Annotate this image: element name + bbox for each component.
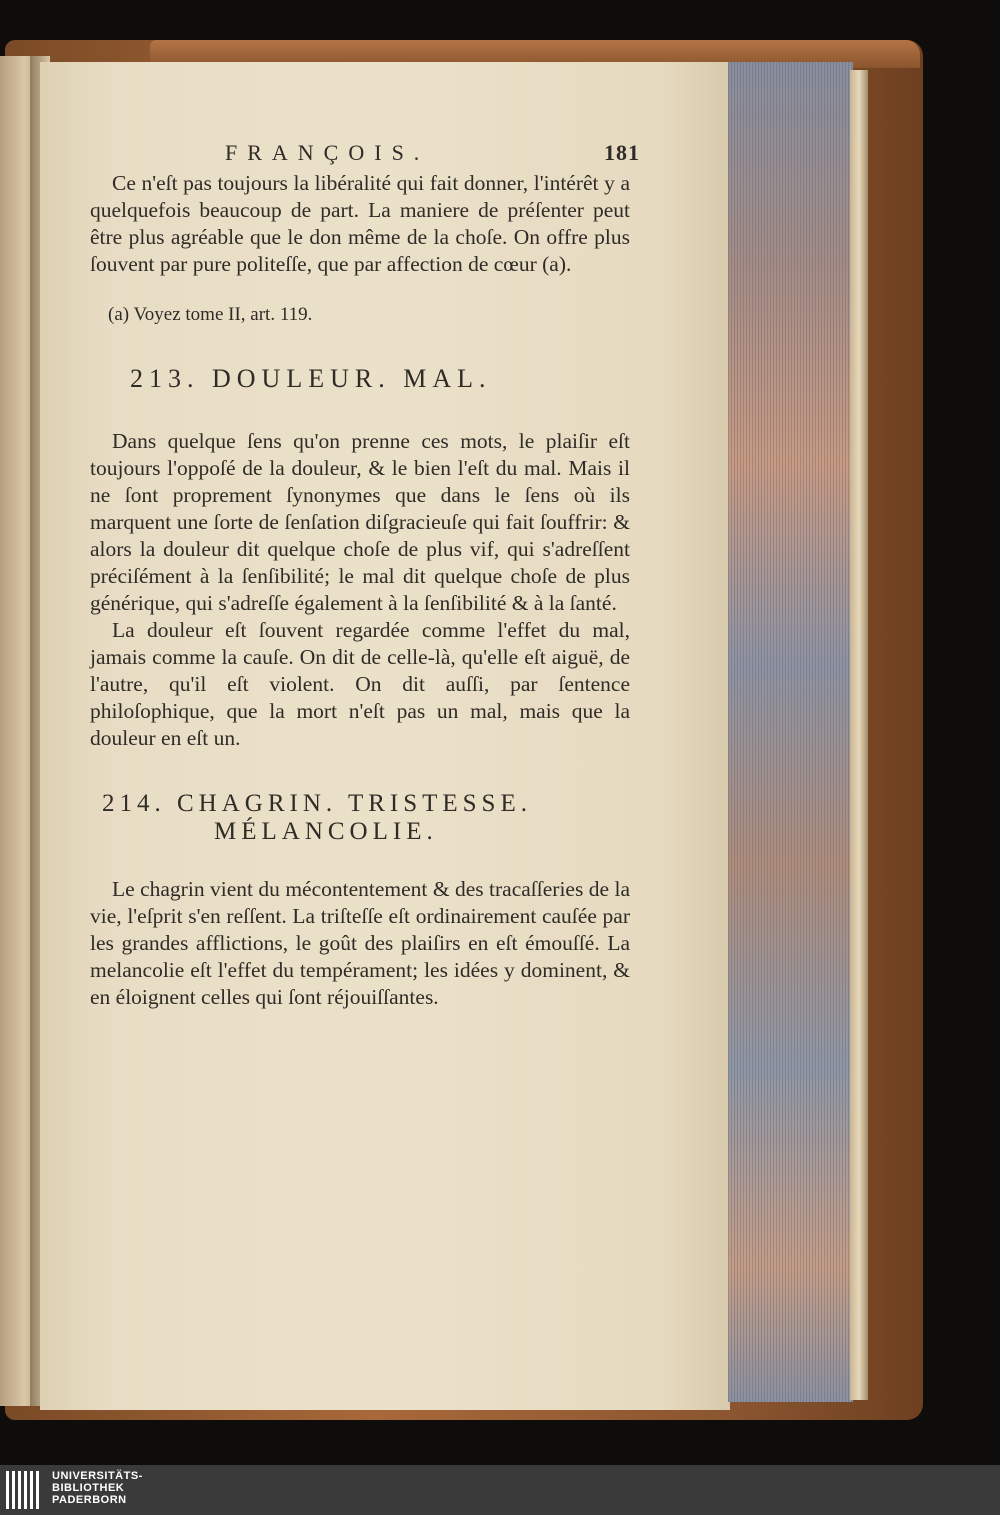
library-footer [0,1465,1000,1515]
page-number: 181 [604,140,640,165]
section-213-paragraph-1: Dans quelque ſens qu'on prenne ces mots, le plaiſir eſt toujours l'oppoſé de la douleur, & le bien l'eſt du mal. Mais il ne ſont proprement ſynonymes que dans le ſens où ils marquent une ſorte de ſenſation diſgracieuſe qui fait ſouffrir: & alors la douleur dit quelque choſe de plus vif, qui s'adreſſent préciſément à la ſenſibilité; le mal dit quelque choſe de plus générique, qui s'adreſſe également à la ſenſibilité & à la ſanté. [90,429,630,615]
library-logo-icon [6,1471,42,1509]
section-heading-213: 213. DOULEUR. MAL. [130,364,492,393]
section-213-paragraph-2: La douleur eſt ſouvent regardée comme l'effet du mal, jamais comme la cauſe. On dit de celle-là, qu'elle eſt aiguë, de l'autre, qu'il eſt violent. On dit auſſi, par ſentence philoſophique, que la mort n'eſt pas un mal, mais que la douleur en eſt un. [90,618,630,750]
page-block-edge [850,70,868,1400]
library-name-line-3: PADERBORN [52,1494,127,1506]
library-name-line-2: BIBLIOTHEK [52,1482,125,1494]
running-head-title: FRANÇOIS. [225,140,430,165]
section-214-paragraph-1: Le chagrin vient du mécontentement & des tracaſſeries de la vie, l'eſprit s'en reſſent. La triſteſſe eſt ordinairement cauſée par les grandes afflictions, le goût des plaiſirs en eſt émouſſé. La melancolie eſt l'effet du tempérament; les idées y dominent, & en éloignent celles qui ſont réjouiſſantes. [90,877,630,1009]
intro-paragraph: Ce n'eſt pas toujours la libéralité qui fait donner, l'intérêt y a quelquefois beaucoup de part. La maniere de préſenter peut être plus agréable que le don même de la choſe. On offre plus ſouvent par pure politeſſe, que par affection de cœur (a). [90,171,630,276]
section-214-heading-line-2: MÉLANCOLIE. [214,818,438,845]
running-header [90,140,640,170]
library-name [52,1470,143,1506]
library-name-line-1: UNIVERSITÄTS- [52,1470,143,1482]
page-text [90,140,640,1011]
footnote: (a) Voyez tome II, art. 119. [108,304,313,325]
section-214-heading-line-1: 214. CHAGRIN. TRISTESSE. [102,790,532,817]
section-heading-214 [102,790,630,846]
marbled-page-edges [728,62,853,1402]
